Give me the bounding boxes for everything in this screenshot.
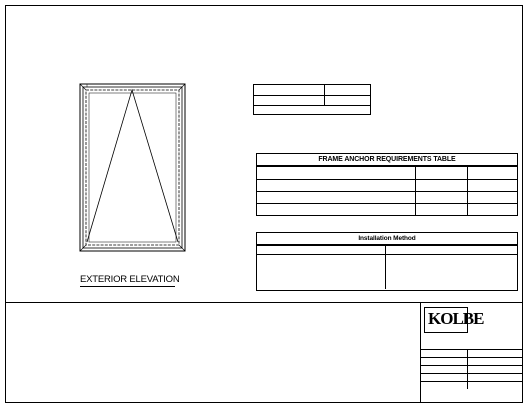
- title-block-cell: [467, 358, 523, 365]
- install-table-title: Installation Method: [257, 233, 517, 245]
- title-block: [420, 302, 523, 403]
- title-block-cell: [467, 350, 523, 357]
- install-table-header-row: [257, 245, 517, 254]
- anchor-fastener: [257, 192, 415, 203]
- title-block-row: [421, 357, 523, 365]
- title-block-cell: [467, 374, 523, 381]
- anchor-header-fastener: [257, 167, 415, 179]
- awning-swing-indicator: [87, 90, 178, 242]
- title-block-cell: [421, 382, 467, 389]
- general-notes: [6, 302, 420, 402]
- anchor-table-header-row: [257, 166, 517, 179]
- anchor-spacing: [415, 192, 467, 203]
- anchor-table-title: FRAME ANCHOR REQUIREMENTS TABLE: [257, 154, 517, 166]
- title-block-row: [421, 365, 523, 373]
- logo-wordmark: KOLBE: [428, 309, 484, 328]
- unit-size-table: [253, 84, 371, 115]
- title-block-row: [421, 373, 523, 381]
- window-sash-line: [86, 90, 179, 245]
- installation-method-table: [256, 232, 518, 291]
- window-frame-inner-line: [83, 87, 182, 248]
- install-header-clips: [257, 246, 385, 254]
- install-header-frame: [385, 246, 517, 254]
- anchor-spacing: [415, 204, 467, 215]
- window-glass-edge: [89, 93, 176, 242]
- elevation-caption: EXTERIOR ELEVATION: [80, 274, 180, 285]
- size-header: [254, 85, 324, 95]
- install-clips-text: [257, 255, 385, 289]
- window-outer-frame: [80, 84, 185, 251]
- anchor-spacing: [415, 180, 467, 191]
- title-block-cell: [467, 382, 523, 389]
- company-logo: [424, 307, 484, 333]
- size-value: [254, 96, 324, 105]
- title-block-row: [421, 381, 523, 389]
- anchor-fastener: [257, 204, 415, 215]
- anchor-edge: [467, 180, 517, 191]
- corner-ticks: [80, 84, 185, 251]
- anchor-table-row: [257, 191, 517, 203]
- title-block-cell: [467, 366, 523, 373]
- size-note: [254, 106, 370, 114]
- size-table-note-row: [254, 105, 370, 114]
- size-table-header-row: [254, 85, 370, 95]
- anchor-fastener: [257, 180, 415, 191]
- anchor-edge: [467, 192, 517, 203]
- rating-value: [324, 96, 370, 105]
- anchor-table-row: [257, 203, 517, 215]
- title-block-cell: [421, 358, 467, 365]
- size-table-row: [254, 95, 370, 105]
- title-block-cell: [421, 374, 467, 381]
- frame-anchor-table: [256, 153, 518, 216]
- title-block-grid: [421, 349, 523, 389]
- title-block-cell: [421, 350, 467, 357]
- install-frame-text: [385, 255, 517, 289]
- install-table-body-row: [257, 254, 517, 290]
- rating-header: [324, 85, 370, 95]
- anchor-edge: [467, 204, 517, 215]
- elevation-caption-underline: [80, 286, 175, 287]
- anchor-header-edge: [467, 167, 517, 179]
- anchor-header-spacing: [415, 167, 467, 179]
- title-block-cell: [421, 366, 467, 373]
- anchor-table-row: [257, 179, 517, 191]
- title-block-row: [421, 350, 523, 357]
